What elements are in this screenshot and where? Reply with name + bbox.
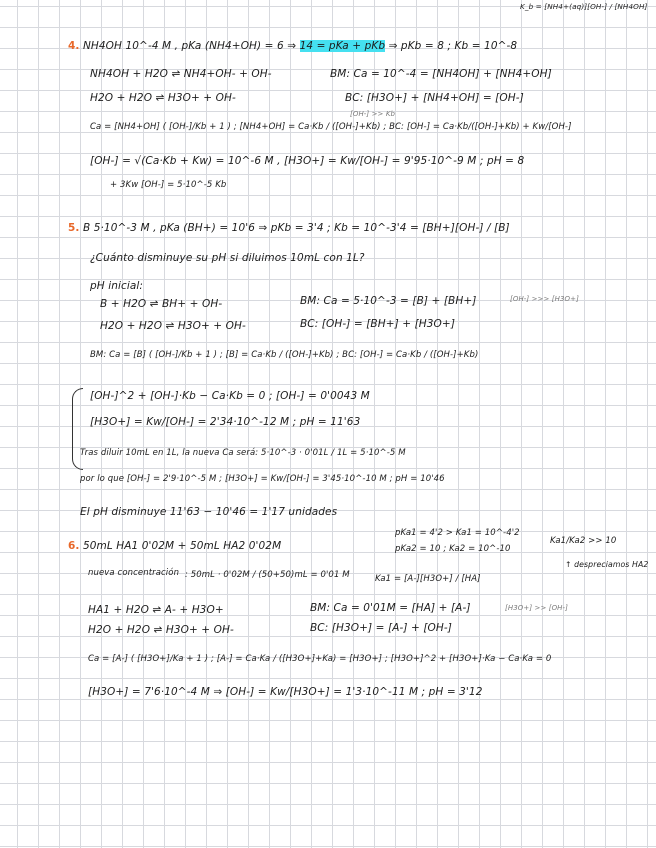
problem-5-equilibrium-1: B + H2O ⇌ BH+ + OH- [100,298,223,310]
problem-4-mass-balance: BM: Ca = 10^-4 = [NH4OH] + [NH4+OH] [330,68,552,80]
problem-5-initial-ph: pH inicial: [90,280,144,292]
problem-5-conclusion: El pH disminuye 11'63 − 10'46 = 1'17 unidades [80,506,338,518]
problem-5-ph-result: [H3O+] = Kw/[OH-] = 2'34·10^-12 M ; pH = 11'63 [90,416,361,428]
problem-6-charge-balance: BC: [H3O+] = [A-] + [OH-] [310,622,452,634]
problem-4-result: [OH-] = √(Ca·Kb + Kw) = 10^-6 M , [H3O+] = Kw/[OH-] = 9'95·10^-9 M ; pH = 8 [90,155,525,167]
problem-5-question: ¿Cuánto disminuye su pH si diluimos 10mL con 1L? [90,252,365,264]
problem-4-charge-balance: BC: [H3O+] + [NH4+OH] = [OH-] [345,92,524,104]
problem-5-number: 5. [68,222,80,234]
problem-6-neglect-note: ↑ despreciamos HA2 [565,560,649,569]
problem-6-mass-balance: BM: Ca = 0'01M = [HA] + [A-] [310,602,471,614]
highlighted-relation: 14 = pKa + pKb [299,40,386,52]
problem-6-line-1 [68,540,281,552]
problem-6-equilibrium-2: H2O + H2O ⇌ H3O+ + OH- [88,624,234,636]
problem-6-derivation: Ca = [A-] ( [H3O+]/Ka + 1 ) ; [A-] = Ca·Ka / ([H3O+]+Ka) = [H3O+] ; [H3O+]^2 + [H3O+]·Ka − Ca·Ka = 0 [88,654,552,664]
problem-6-ka-expression: Ka1 = [A-][H3O+] / [HA] [375,574,481,584]
problem-5-line-1 [68,222,510,234]
kb-formula-header: K_b = [NH4+(aq)][OH-] / [NH4OH] [520,2,648,11]
problem-6-number: 6. [68,540,80,552]
problem-4-extra: + 3Kw [OH-] = 5·10^-5 Kb [110,180,227,190]
problem-4-equilibrium-2: H2O + H2O ⇌ H3O+ + OH- [90,92,236,104]
problem-6-ratio: Ka1/Ka2 >> 10 [550,536,617,546]
problem-4-line-1 [68,40,517,52]
problem-5-mass-balance: BM: Ca = 5·10^-3 = [B] + [BH+] [300,295,477,307]
problem-6-result: [H3O+] = 7'6·10^-4 M ⇒ [OH-] = Kw/[H3O+] = 1'3·10^-11 M ; pH = 3'12 [88,686,483,698]
problem-5-quadratic: [OH-]^2 + [OH-]·Kb − Ca·Kb = 0 ; [OH-] = 0'0043 M [90,390,370,402]
problem-4-approx-note: [OH-] >> Kb [350,110,396,118]
problem-5-new-ph: por lo que [OH-] = 2'9·10^-5 M ; [H3O+] = Kw/[OH-] = 3'45·10^-10 M ; pH = 10'46 [80,474,445,484]
problem-5-approx-note: [OH-] >>> [H3O+] [510,295,579,303]
problem-4-number: 4. [68,40,80,52]
problem-4-equilibrium-1: NH4OH + H2O ⇌ NH4+OH- + OH- [90,68,272,80]
problem-6-statement: 50mL HA1 0'02M + 50mL HA2 0'02M [82,540,282,552]
problem-4-statement: NH4OH 10^-4 M , pKa (NH4+OH) = 6 ⇒ [82,40,297,52]
problem-6-approx-note: [H3O+] >> [OH-] [505,604,568,612]
problem-5-derivation: BM: Ca = [B] ( [OH-]/Kb + 1 ) ; [B] = Ca·Kb / ([OH-]+Kb) ; BC: [OH-] = Ca·Kb / ([OH-]+Kb) [90,350,479,360]
problem-4-kb: ⇒ pKb = 8 ; Kb = 10^-8 [388,40,518,52]
problem-5-charge-balance: BC: [OH-] = [BH+] + [H3O+] [300,318,456,330]
problem-5-equilibrium-2: H2O + H2O ⇌ H3O+ + OH- [100,320,246,332]
problem-6-new-conc: : 50mL · 0'02M / (50+50)mL = 0'01 M [185,570,350,580]
problem-6-pka2: pKa2 = 10 ; Ka2 = 10^-10 [395,544,511,554]
problem-5-dilution: Tras diluir 10mL en 1L, la nueva Ca será: 5·10^-3 · 0'01L / 1L = 5·10^-5 M [80,448,406,458]
problem-6-pka1: pKa1 = 4'2 > Ka1 = 10^-4'2 [395,528,520,538]
problem-5-statement: B 5·10^-3 M , pKa (BH+) = 10'6 ⇒ pKb = 3'4 ; Kb = 10^-3'4 = [BH+][OH-] / [B] [82,222,510,234]
problem-4-derivation: Ca = [NH4+OH] ( [OH-]/Kb + 1 ) ; [NH4+OH] = Ca·Kb / ([OH-]+Kb) ; BC: [OH-] = Ca·Kb/([OH-]+Kb) + Kw/[OH-] [90,122,572,132]
problem-6-new-conc-label: nueva concentración [88,568,180,578]
problem-6-equilibrium-1: HA1 + H2O ⇌ A- + H3O+ [88,604,224,616]
